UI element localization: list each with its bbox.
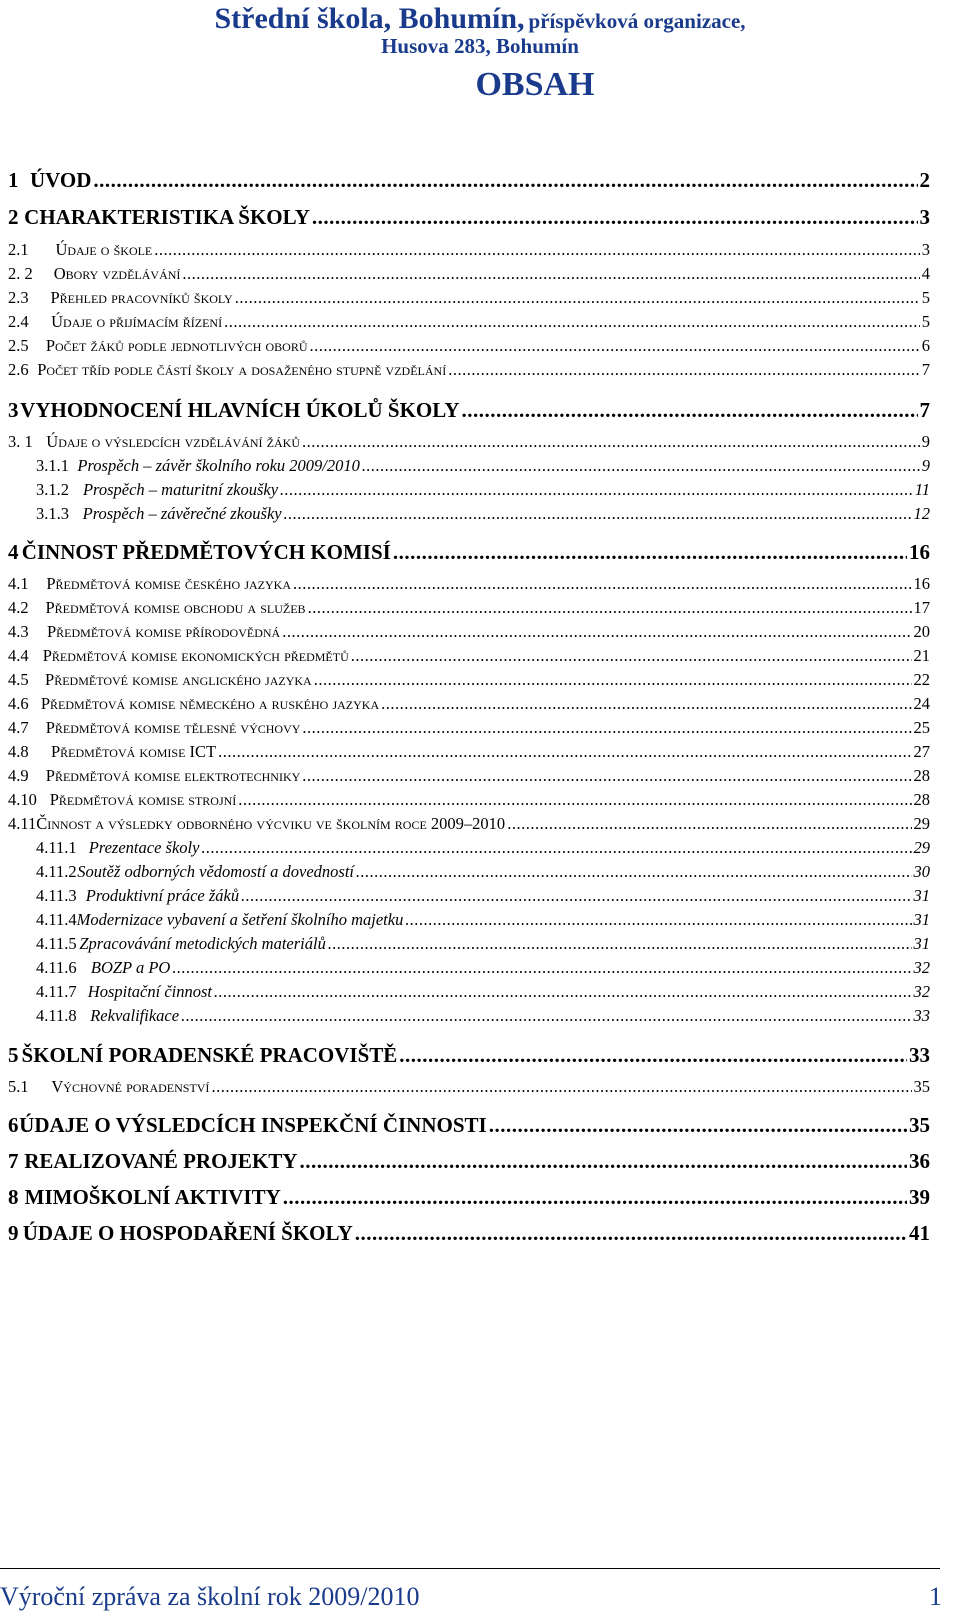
- school-address: Husova 283, Bohumín: [381, 34, 579, 58]
- toc-entry-title: Přehled pracovníků školy: [50, 288, 233, 307]
- toc-entry-page: 7: [921, 360, 930, 379]
- toc-leader-dots: [283, 1185, 907, 1210]
- toc-entry-title: Modernizace vybavení a šetření školního majetku: [76, 910, 404, 929]
- toc-leader-dots: [448, 360, 920, 380]
- toc-entry-page: 41: [909, 1221, 930, 1245]
- footer-divider: [0, 1568, 940, 1569]
- toc-entry-page: 11: [914, 480, 930, 499]
- page-footer: [0, 1568, 960, 1620]
- school-type: příspěvková organizace,: [528, 9, 746, 33]
- toc-entry-title: MIMOŠKOLNÍ AKTIVITY: [24, 1185, 281, 1209]
- toc-leader-dots: [282, 622, 911, 642]
- toc-entry[interactable]: [8, 168, 930, 193]
- toc-entry-number: 4.7: [8, 718, 29, 737]
- toc-entry[interactable]: [8, 694, 930, 714]
- toc-entry-title: Soutěž odborných vědomostí a dovedností: [77, 862, 355, 881]
- toc-leader-dots: [241, 886, 911, 906]
- toc-entry-title: Předmětová komise tělesné výchovy: [45, 718, 301, 737]
- toc-entry-number: 2.4: [8, 312, 29, 331]
- toc-entry-title: CHARAKTERISTIKA ŠKOLY: [24, 205, 310, 229]
- toc-entry-page: 9: [921, 432, 930, 451]
- toc-entry-page: 12: [913, 504, 930, 523]
- toc-entry[interactable]: [8, 1043, 930, 1068]
- toc-entry-page: 35: [913, 1077, 930, 1096]
- toc-entry[interactable]: [8, 360, 930, 380]
- toc-entry-title: Předmětová komise elektrotechniky: [45, 766, 301, 785]
- toc-entry-page: 33: [913, 1006, 930, 1025]
- toc-entry-page: 29: [913, 814, 930, 833]
- toc-entry-title: Výchovné poradenství: [51, 1077, 210, 1096]
- toc-leader-dots: [312, 205, 918, 230]
- toc-entry[interactable]: [8, 240, 930, 260]
- toc-entry-number: 4.11.6: [36, 958, 77, 977]
- toc-entry[interactable]: [8, 790, 930, 810]
- toc-entry-page: 36: [909, 1149, 930, 1173]
- toc-leader-dots: [507, 814, 911, 834]
- toc-entry-title: BOZP a PO: [90, 958, 171, 977]
- toc-entry-page: 16: [913, 574, 930, 593]
- toc-entry[interactable]: [36, 910, 930, 930]
- toc-entry-page: 28: [913, 766, 930, 785]
- toc-entry-title: REALIZOVANÉ PROJEKTY: [24, 1149, 298, 1173]
- toc-entry-number: 4.8: [8, 742, 29, 761]
- toc-entry-page: 25: [913, 718, 930, 737]
- toc-entry-page: 5: [921, 288, 930, 307]
- toc-entry[interactable]: [8, 1221, 930, 1246]
- toc-entry-page: 35: [909, 1113, 930, 1137]
- toc-entry-page: 31: [913, 886, 930, 905]
- toc-entry-page: 28: [913, 790, 930, 809]
- toc-entry-title: ÚDAJE O HOSPODAŘENÍ ŠKOLY: [22, 1221, 353, 1245]
- toc-entry-number: 2. 2: [8, 264, 33, 283]
- toc-entry[interactable]: [36, 504, 930, 524]
- toc-entry-number: 9: [8, 1221, 19, 1245]
- toc-entry-number: 6: [8, 1113, 19, 1137]
- toc-leader-dots: [393, 540, 907, 565]
- toc-entry-number: 3.1.1: [36, 456, 69, 475]
- toc-entry[interactable]: [8, 646, 930, 666]
- toc-entry-number: 5.1: [8, 1077, 29, 1096]
- toc-entry-number: 4.11.7: [36, 982, 77, 1001]
- toc-entry[interactable]: [8, 264, 930, 284]
- toc-leader-dots: [310, 336, 920, 356]
- toc-entry[interactable]: [36, 1006, 930, 1026]
- toc-entry-number: 4.11.3: [36, 886, 77, 905]
- toc-entry[interactable]: [8, 432, 930, 452]
- toc-entry-number: 4.11: [8, 814, 37, 833]
- toc-entry-page: 30: [913, 862, 930, 881]
- toc-entry-number: 4.2: [8, 598, 29, 617]
- toc-entry[interactable]: [36, 480, 930, 500]
- toc-entry-number: 4.1: [8, 574, 29, 593]
- toc-entry-title: Předmětová komise německého a ruského jazyka: [40, 694, 380, 713]
- toc-entry-page: 4: [921, 264, 930, 283]
- toc-entry-title: Zpracovávání metodických materiálů: [79, 934, 326, 953]
- toc-entry[interactable]: [36, 934, 930, 954]
- footer-text: Výroční zpráva za školní rok 2009/2010: [0, 1582, 420, 1611]
- toc-leader-dots: [308, 598, 912, 618]
- school-name: Střední škola, Bohumín,: [214, 2, 525, 35]
- toc-entry[interactable]: [8, 540, 930, 565]
- toc-leader-dots: [302, 432, 920, 452]
- toc-leader-dots: [351, 646, 912, 666]
- toc-entry-number: 2: [8, 205, 19, 229]
- toc-leader-dots: [214, 982, 912, 1002]
- toc-entry-page: 3: [921, 240, 930, 259]
- toc-entry-title: ÚVOD: [29, 168, 92, 192]
- toc-entry-title: ŠKOLNÍ PORADENSKÉ PRACOVIŠTĚ: [21, 1043, 398, 1067]
- toc-entry-title: Údaje o škole: [55, 240, 153, 259]
- toc-leader-dots: [238, 790, 911, 810]
- toc-leader-dots: [356, 862, 911, 882]
- toc-leader-dots: [399, 1043, 907, 1068]
- toc-entry-number: 2.3: [8, 288, 29, 307]
- toc-entry-title: Prezentace školy: [88, 838, 200, 857]
- toc-entry-page: 33: [909, 1043, 930, 1067]
- toc-leader-dots: [154, 240, 919, 260]
- toc-entry-title: Předmětová komise ICT: [50, 742, 217, 761]
- toc-entry-number: 1: [8, 168, 19, 192]
- toc-entry-number: 4.3: [8, 622, 29, 641]
- toc-entry-title: Obory vzdělávání: [53, 264, 181, 283]
- toc-leader-dots: [280, 480, 913, 500]
- toc-entry-page: 32: [913, 958, 930, 977]
- toc-entry[interactable]: [8, 742, 930, 762]
- toc-entry-page: 2: [919, 168, 930, 192]
- toc-entry-number: 4.11.2: [36, 862, 77, 881]
- toc-entry[interactable]: [36, 838, 930, 858]
- toc-entry[interactable]: [8, 336, 930, 356]
- toc-entry-title: Předmětová komise českého jazyka: [46, 574, 291, 593]
- toc-entry-page: 3: [919, 205, 930, 229]
- toc-entry-page: 29: [913, 838, 930, 857]
- toc-entry-number: 3.1.2: [36, 480, 69, 499]
- toc-leader-dots: [302, 718, 911, 738]
- toc-entry-title: VYHODNOCENÍ HLAVNÍCH ÚKOLŮ ŠKOLY: [20, 398, 460, 422]
- toc-leader-dots: [181, 1006, 911, 1026]
- toc-entry[interactable]: [8, 574, 930, 594]
- toc-entry[interactable]: [8, 1149, 930, 1174]
- toc-entry-page: 17: [913, 598, 930, 617]
- toc-entry-page: 31: [913, 910, 930, 929]
- toc-entry[interactable]: [36, 958, 930, 978]
- toc-entry-title: ČINNOST PŘEDMĚTOVÝCH KOMISÍ: [21, 540, 391, 564]
- toc-entry[interactable]: [8, 814, 930, 834]
- toc-leader-dots: [211, 1077, 911, 1097]
- toc-leader-dots: [489, 1113, 907, 1138]
- toc-leader-dots: [314, 670, 912, 690]
- toc-entry-number: 2.1: [8, 240, 29, 259]
- toc-entry-page: 24: [913, 694, 930, 713]
- toc-entry[interactable]: [8, 622, 930, 642]
- toc-entry[interactable]: [36, 886, 930, 906]
- toc-entry-page: 39: [909, 1185, 930, 1209]
- toc-entry-number: 4.11.1: [36, 838, 77, 857]
- toc-entry[interactable]: [36, 982, 930, 1002]
- toc-entry-number: 4.5: [8, 670, 29, 689]
- toc-entry[interactable]: [8, 205, 930, 230]
- toc-entry-title: ÚDAJE O VÝSLEDCÍCH INSPEKČNÍ ČINNOSTI: [19, 1113, 487, 1137]
- toc-entry-number: 4.11.4: [36, 910, 77, 929]
- toc-entry-title: Předmětová komise obchodu a služeb: [45, 598, 306, 617]
- toc-entry-page: 20: [913, 622, 930, 641]
- toc-entry-title: Hospitační činnost: [87, 982, 212, 1001]
- toc-entry-title: Předmětová komise ekonomických předmětů: [42, 646, 349, 665]
- toc-entry[interactable]: [36, 862, 930, 882]
- toc-entry-title: Předmětové komise anglického jazyka: [45, 670, 312, 689]
- toc-entry[interactable]: [8, 1077, 930, 1097]
- toc-entry-number: 3. 1: [8, 432, 33, 451]
- toc-entry-title: Údaje o přijímacím řízení: [51, 312, 223, 331]
- toc-leader-dots: [362, 456, 920, 476]
- toc-entry-number: 2.6: [8, 360, 29, 379]
- toc-leader-dots: [405, 910, 911, 930]
- toc-entry-number: 4.11.8: [36, 1006, 77, 1025]
- toc-entry[interactable]: [8, 312, 930, 332]
- toc-entry-number: 3.1.3: [36, 504, 69, 523]
- toc-entry-page: 21: [913, 646, 930, 665]
- toc-entry-number: 5: [8, 1043, 19, 1067]
- toc-entry-number: 3: [8, 398, 19, 422]
- toc-entry[interactable]: [8, 598, 930, 618]
- toc-entry-title: Produktivní práce žáků: [85, 886, 240, 905]
- toc-entry-title: Rekvalifikace: [90, 1006, 180, 1025]
- toc-entry-title: Předmětová komise strojní: [49, 790, 237, 809]
- toc-entry-page: 31: [913, 934, 930, 953]
- toc-leader-dots: [328, 934, 912, 954]
- toc-entry-number: 4: [8, 540, 19, 564]
- toc-leader-dots: [235, 288, 920, 308]
- toc-entry-page: 5: [921, 312, 930, 331]
- toc-entry-page: 16: [909, 540, 930, 564]
- toc-entry[interactable]: [8, 670, 930, 690]
- toc-entry-page: 9: [921, 456, 930, 475]
- toc-entry-title: Prospěch – maturitní zkoušky: [82, 480, 279, 499]
- toc-entry-title: Předmětová komise přírodovědná: [47, 622, 281, 641]
- toc-leader-dots: [93, 168, 917, 193]
- toc-entry-title: Údaje o výsledcích vzdělávání žáků: [46, 432, 301, 451]
- toc-leader-dots: [218, 742, 911, 762]
- toc-entry-title: Počet žáků podle jednotlivých oborů: [45, 336, 308, 355]
- toc-leader-dots: [182, 264, 919, 284]
- toc-entry-number: 2.5: [8, 336, 29, 355]
- toc-leader-dots: [462, 398, 918, 423]
- toc-entry-page: 22: [913, 670, 930, 689]
- toc-entry-title: Činnost a výsledky odborného výcviku ve školním roce 2009–2010: [36, 814, 506, 833]
- toc-leader-dots: [201, 838, 911, 858]
- toc-leader-dots: [355, 1221, 907, 1246]
- toc-entry-number: 4.10: [8, 790, 37, 809]
- toc-entry-number: 4.6: [8, 694, 29, 713]
- toc-leader-dots: [172, 958, 911, 978]
- toc-leader-dots: [302, 766, 911, 786]
- toc-entry-number: 4.11.5: [36, 934, 77, 953]
- toc-leader-dots: [293, 574, 912, 594]
- toc-entry[interactable]: [36, 456, 930, 476]
- toc-entry-number: 4.9: [8, 766, 29, 785]
- toc-entry[interactable]: [8, 288, 930, 308]
- toc-entry-number: 4.4: [8, 646, 29, 665]
- toc-entry-title: Prospěch – závěr školního roku 2009/2010: [77, 456, 360, 475]
- page-number: 1: [929, 1582, 942, 1611]
- toc-entry[interactable]: [8, 398, 930, 423]
- toc-entry[interactable]: [8, 766, 930, 786]
- toc-entry-page: 32: [913, 982, 930, 1001]
- toc-leader-dots: [224, 312, 920, 332]
- toc-entry-page: 27: [913, 742, 930, 761]
- toc-leader-dots: [381, 694, 911, 714]
- toc-entry-number: 7: [8, 1149, 19, 1173]
- toc-entry[interactable]: [8, 1185, 930, 1210]
- toc-entry-page: 6: [921, 336, 930, 355]
- toc-entry-title: Počet tříd podle částí školy a dosaženého stupně vzdělání: [37, 360, 447, 379]
- toc-entry-title: Prospěch – závěrečné zkoušky: [82, 504, 282, 523]
- toc-entry-page: 7: [919, 398, 930, 422]
- toc-leader-dots: [284, 504, 912, 524]
- toc-entry-number: 8: [8, 1185, 19, 1209]
- toc-leader-dots: [299, 1149, 907, 1174]
- toc-entry[interactable]: [8, 1113, 930, 1138]
- page-title: OBSAH: [475, 66, 595, 103]
- toc-entry[interactable]: [8, 718, 930, 738]
